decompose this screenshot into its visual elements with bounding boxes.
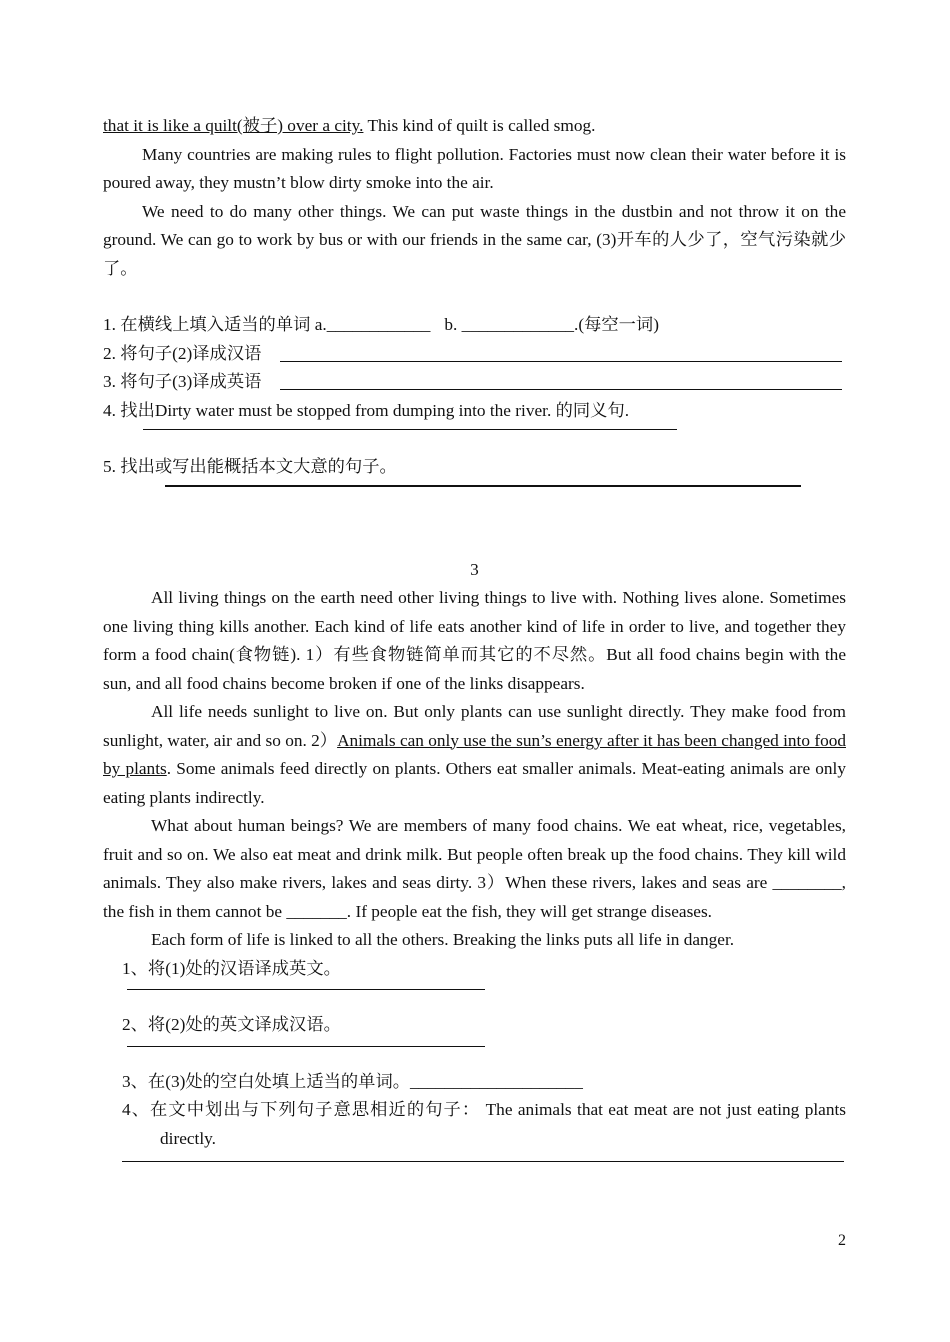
document-page bbox=[103, 112, 846, 1181]
part3-paragraph-2: All life needs sunlight to live on. But only plants can use sunlight directly. They make food from sunlight, water, air and so on. 2）Animals can only use the sun’s energy after it has been changed into food by plants. Some animals feed directly on plants. Others eat smaller animals. Meat-eating animals are only eating plants indirectly. bbox=[103, 702, 846, 807]
answer-line-p3q1[interactable] bbox=[127, 989, 485, 990]
part3-paragraph-3: What about human beings? We are members of many food chains. We eat wheat, rice, vegetables, fruit and so on. We also eat meat and drink milk. But people often break up the food chains. They kill wild animals. They also make rivers, lakes and seas dirty. 3）When these rivers, lakes and seas are ________, the fish in them cannot be _______. If people eat the fish, they will get strange diseases. bbox=[103, 816, 846, 921]
answer-line-q2[interactable] bbox=[280, 361, 842, 362]
answer-line-p3q4[interactable] bbox=[122, 1161, 844, 1162]
underlined-sentence-2: Animals can only use the sun’s energy after it has been changed into food by plants bbox=[103, 730, 846, 778]
part2-paragraph-1: that it is like a quilt(被子) over a city. This kind of quilt is called smog. bbox=[103, 116, 596, 135]
part2-paragraph-2: Many countries are making rules to flight pollution. Factories must now clean their water before it is poured away, they mustn’t blow dirty smoke into the air. bbox=[103, 144, 846, 192]
part2-question-4: 4. 找出Dirty water must be stopped from dumping into the river. 的同义句. bbox=[103, 400, 630, 420]
answer-line-q5[interactable] bbox=[165, 485, 801, 487]
answer-line-q4-wrap bbox=[103, 425, 846, 453]
answer-line-p3q2[interactable] bbox=[127, 1046, 485, 1047]
page-number: 2 bbox=[838, 1232, 846, 1249]
blank-p3q3[interactable]: ____________________ bbox=[410, 1071, 583, 1091]
part2-question-2: 2. 将句子(2)译成汉语 bbox=[103, 340, 846, 369]
answer-line-q3[interactable] bbox=[280, 389, 842, 390]
part3-question-4: 4、在文中划出与下列句子意思相近的句子： The animals that eat meat are not just eating plants directly. bbox=[122, 1100, 846, 1148]
part2-question-1: 1. 在横线上填入适当的单词 a.____________ b. _____________.(每空一词) bbox=[103, 315, 659, 334]
part3-question-1: 1、将(1)处的汉语译成英文。 bbox=[122, 958, 341, 978]
part3-paragraph-1: All living things on the earth need other living things to live with. Nothing lives alone. Sometimes one living thing kills another. Each kind of life eats another kind of life in order to live, and together they form a food chain(食物链). 1）有些食物链简单而其它的不尽然。But all food chains begin with the sun, and all food chains become broken if one of the links disappears. bbox=[103, 588, 846, 693]
part3-paragraph-4: Each form of life is linked to all the others. Breaking the links puts all life in danger. bbox=[151, 930, 735, 949]
section-number: 3 bbox=[470, 559, 479, 579]
part2-question-5: 5. 找出或写出能概括本文大意的句子。 bbox=[103, 457, 397, 476]
part3-question-3: 3、在(3)处的空白处填上适当的单词。____________________ bbox=[122, 1071, 583, 1091]
answer-line-p3q2-wrap bbox=[103, 1040, 846, 1068]
blank-b[interactable]: _____________ bbox=[461, 315, 574, 334]
underlined-sentence: that it is like a quilt(被子) over a city. bbox=[103, 116, 364, 135]
blank-a[interactable]: ____________ bbox=[326, 315, 431, 334]
answer-line-q4[interactable] bbox=[143, 429, 677, 430]
part2-paragraph-3: We need to do many other things. We can put waste things in the dustbin and not throw it on the ground. We can go to work by bus or with our friends in the same car, (3)开车的人少了，空气污染就少了。 bbox=[103, 201, 846, 278]
answer-line-p3q1-wrap bbox=[103, 983, 846, 1011]
answer-line-p3q4-wrap bbox=[103, 1153, 846, 1181]
part2-question-3: 3. 将句子(3)译成英语 bbox=[103, 368, 846, 397]
part3-question-2: 2、将(2)处的英文译成汉语。 bbox=[122, 1015, 341, 1034]
answer-line-q5-wrap bbox=[103, 482, 846, 510]
